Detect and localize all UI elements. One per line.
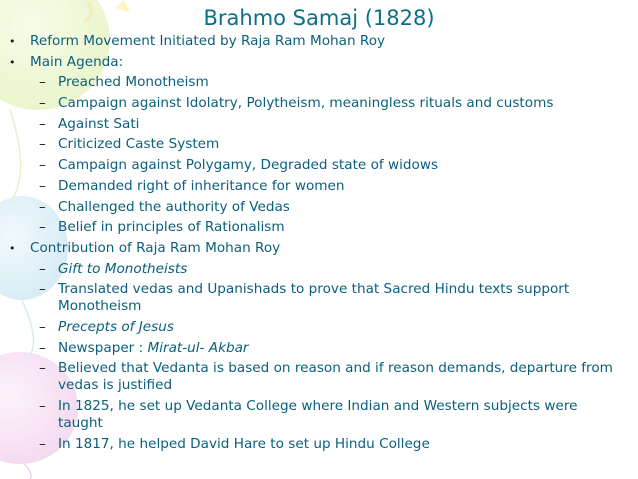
dash-marker: – <box>39 360 46 377</box>
sub-bullet-item <box>0 157 638 174</box>
item-text: Challenged the authority of Vedas <box>58 198 290 215</box>
item-text: Translated vedas and Upanishads to prove that Sacred Hindu texts support Monotheism <box>58 281 570 315</box>
dash-marker: – <box>39 339 46 356</box>
item-text: Campaign against Idolatry, Polytheism, meaningless rituals and customs <box>58 95 554 112</box>
item-text: Against Sati <box>58 115 140 132</box>
item-text: Preached Monotheism <box>58 74 209 91</box>
bullet-marker: • <box>9 241 16 255</box>
sub-bullet-item <box>0 398 638 432</box>
dash-marker: – <box>39 198 46 215</box>
bullet-item <box>0 54 638 71</box>
sub-bullet-item <box>0 136 638 153</box>
item-text: Main Agenda: <box>30 53 124 70</box>
item-text: Precepts of Jesus <box>58 318 174 335</box>
item-text-part: Newspaper : <box>58 339 148 356</box>
dash-marker: – <box>39 95 46 112</box>
item-text: Gift to Monotheists <box>58 260 188 277</box>
sub-bullet-item <box>0 95 638 112</box>
sub-bullet-item <box>0 178 638 195</box>
item-text: Demanded right of inheritance for women <box>58 177 345 194</box>
dash-marker: – <box>39 260 46 277</box>
sub-bullet-item <box>0 340 638 357</box>
bullet-marker: • <box>9 55 16 69</box>
dash-marker: – <box>39 281 46 298</box>
dash-marker: – <box>39 177 46 194</box>
sub-bullet-item <box>0 74 638 91</box>
dash-marker: – <box>39 318 46 335</box>
item-text: Belief in principles of Rationalism <box>58 219 285 236</box>
bullet-list <box>0 33 638 456</box>
bullet-marker: • <box>9 35 16 48</box>
sub-bullet-item <box>0 219 638 236</box>
dash-marker: – <box>39 74 46 91</box>
sub-bullet-item <box>0 281 638 315</box>
dash-marker: – <box>39 435 46 452</box>
dash-marker: – <box>39 219 46 236</box>
item-text: In 1817, he helped David Hare to set up Hindu College <box>58 435 430 452</box>
dash-marker: – <box>39 136 46 153</box>
dash-marker: – <box>39 398 46 414</box>
sub-bullet-item <box>0 116 638 133</box>
item-text: Criticized Caste System <box>58 136 220 153</box>
sub-bullet-item <box>0 319 638 336</box>
item-text-part: Mirat-ul- Akbar <box>147 339 249 356</box>
bullet-item <box>0 33 638 50</box>
item-text: Reform Movement Initiated by Raja Ram Mohan Roy <box>30 33 386 49</box>
dash-marker: – <box>39 157 46 174</box>
slide-title: Brahmo Samaj (1828) <box>203 6 435 30</box>
sub-bullet-item <box>0 261 638 278</box>
sub-bullet-item <box>0 436 638 453</box>
item-text: In 1825, he set up Vedanta College where Indian and Western subjects were taught <box>58 398 578 431</box>
dash-marker: – <box>39 115 46 132</box>
item-text: Contribution of Raja Ram Mohan Roy <box>30 239 281 256</box>
sub-bullet-item <box>0 199 638 216</box>
bullet-item <box>0 240 638 257</box>
item-text: Campaign against Polygamy, Degraded state of widows <box>58 157 439 174</box>
sub-bullet-item <box>0 360 638 394</box>
item-text: Believed that Vedanta is based on reason and if reason demands, departure from vedas is justified <box>58 360 613 394</box>
